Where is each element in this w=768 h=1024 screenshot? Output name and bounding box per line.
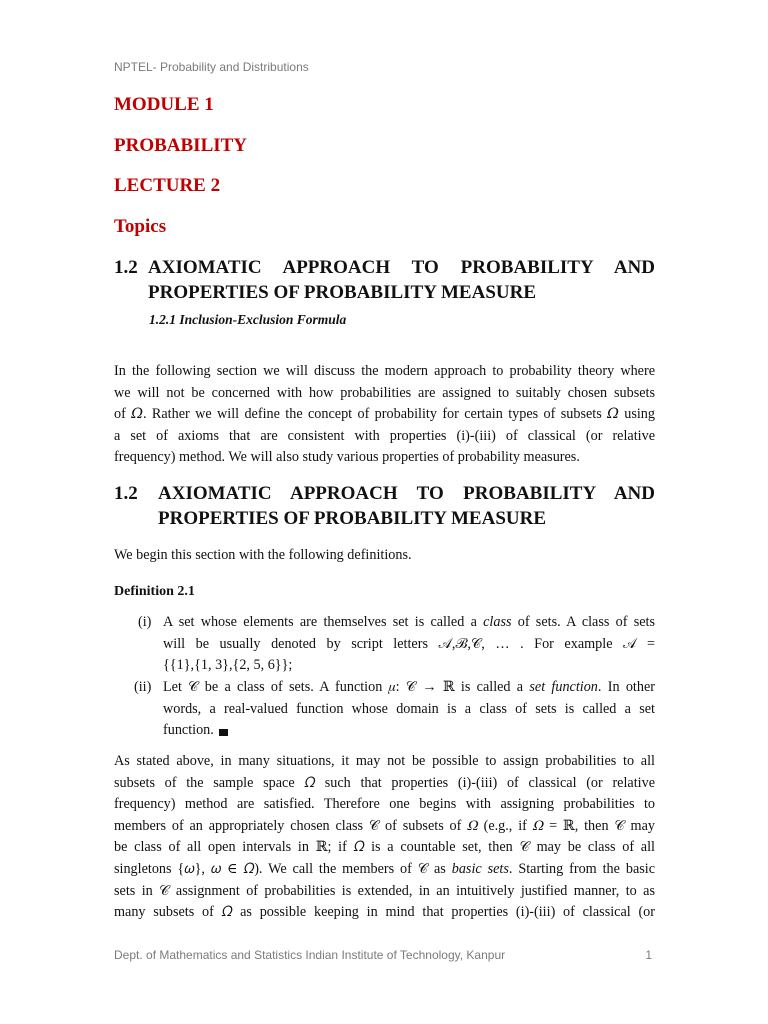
subject-title: PROBABILITY: [114, 135, 248, 156]
page-footer: [114, 948, 655, 962]
section-heading-line1: [114, 480, 655, 507]
lecture-title: LECTURE 2: [114, 175, 221, 196]
definition-item-2: [134, 677, 655, 742]
section-heading-text: AXIOMATIC APPROACH TO PROBABILITY AND: [158, 483, 655, 504]
section-heading-line2: PROPERTIES OF PROBABILITY MEASURE: [158, 508, 547, 529]
section-number: 1.2: [114, 483, 138, 504]
topics-heading: Topics: [114, 216, 167, 237]
closing-paragraph: [114, 751, 655, 924]
basic-sets-term: basic sets: [451, 860, 509, 877]
running-header: NPTEL- Probability and Distributions: [114, 60, 309, 74]
intro-line: In the following section we will discuss the modern approach to probability theory where: [114, 363, 655, 379]
toc-section-number: 1.2: [114, 257, 138, 278]
item-line: words, a real-valued function whose domain is a class of sets is called a set: [163, 700, 655, 717]
toc-heading-text: AXIOMATIC APPROACH TO PROBABILITY AND: [148, 257, 655, 278]
definition-item-1: [138, 612, 655, 677]
omega-symbol: 𝛺: [607, 406, 619, 423]
module-title: MODULE 1: [114, 94, 214, 115]
closing-line: members of an appropriately chosen class 𝒞 of subsets of 𝛺 (e.g., if 𝛺 = ℝ, then 𝒞 may: [114, 817, 655, 834]
item-line: Let 𝒞 be a class of sets. A function 𝜇: 𝒞 → ℝ is called a set function. In other: [163, 679, 655, 695]
item-line: {{1},{1, 3},{2, 5, 6}};: [163, 657, 293, 674]
intro-line: of 𝛺. Rather we will define the concept of probability for certain types of subsets 𝛺 using: [114, 406, 655, 423]
closing-line: be class of all open intervals in ℝ; if 𝛺 is a countable set, then 𝒞 may be class of all: [114, 839, 655, 856]
intro-line: we will not be concerned with how probabilities are assigned to suitably chosen subsets: [114, 384, 655, 401]
item-marker: (ii): [134, 679, 152, 695]
closing-line: frequency) method are satisfied. Therefore one begins with assigning probabilities to: [114, 796, 655, 813]
intro-paragraph: [114, 361, 655, 469]
intro-line: frequency) method. We will also study various properties of probability measures.: [114, 449, 580, 466]
omega-symbol: 𝛺: [131, 406, 143, 423]
toc-heading-line2: PROPERTIES OF PROBABILITY MEASURE: [148, 282, 537, 303]
closing-line: subsets of the sample space 𝛺 such that properties (i)-(iii) of classical (or relative: [114, 774, 655, 791]
item-line: will be usually denoted by script letters 𝒜,ℬ,𝒞, … . For example 𝒜 =: [163, 635, 655, 652]
item-marker: (i): [138, 614, 152, 630]
toc-subsection: 1.2.1 Inclusion-Exclusion Formula: [149, 312, 347, 327]
end-of-definition-mark: [219, 729, 228, 736]
closing-line: sets in 𝒞 assignment of probabilities is extended, in an intuitively justified manner, to as: [114, 882, 655, 899]
footer-institute: Dept. of Mathematics and Statistics Indian Institute of Technology, Kanpur: [114, 948, 506, 962]
closing-line: singletons {𝜔}, 𝜔 ∈ 𝛺). We call the members of 𝒞 as basic sets. Starting from the basic: [114, 860, 655, 877]
item-line: function.: [163, 720, 655, 742]
toc-heading-line1: [114, 254, 655, 281]
definition-title: Definition 2.1: [114, 584, 195, 599]
item-line: A set whose elements are themselves set is called a class of sets. A class of sets: [163, 614, 655, 630]
page-number: 1: [645, 948, 652, 962]
intro-line: a set of axioms that are consistent with properties (i)-(iii) of classical (or relative: [114, 427, 655, 444]
closing-line: many subsets of 𝛺 as possible keeping in mind that properties (i)-(iii) of classical (or: [114, 904, 655, 921]
begin-text: We begin this section with the following definitions.: [114, 547, 412, 563]
closing-line: As stated above, in many situations, it may not be possible to assign probabilities to all: [114, 753, 655, 769]
